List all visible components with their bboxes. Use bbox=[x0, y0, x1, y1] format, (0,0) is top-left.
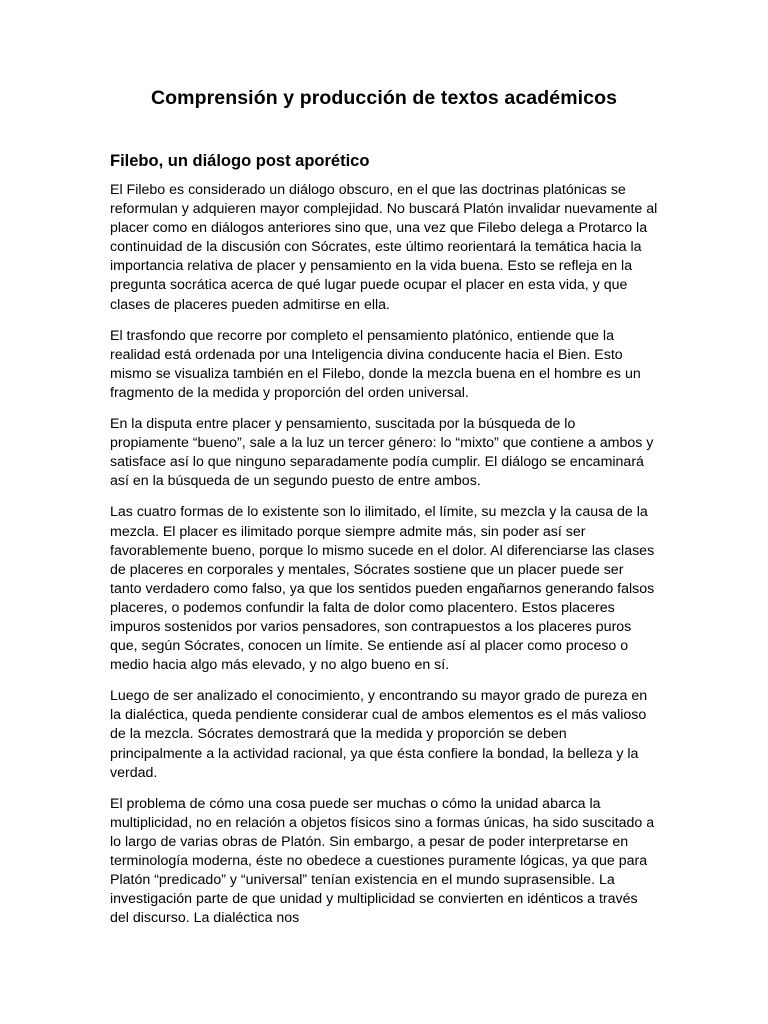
paragraph-5: Luego de ser analizado el conocimiento, y encontrando su mayor grado de pureza en la dialéctica, queda pendiente considerar cual de ambos elementos es el más valioso de la mezcla. Sócrates demostrará que la medida y proporción se deben principalmente a la actividad racional, ya que ésta confiere la bondad, la belleza y la verdad. bbox=[110, 688, 648, 781]
section-heading: Filebo, un diálogo post aporético bbox=[110, 152, 370, 170]
paragraph-4: Las cuatro formas de lo existente son lo ilimitado, el límite, su mezcla y la causa de la mezcla. El placer es ilimitado porque siempre admite más, sin poder así ser favorablemente bueno, porque lo mismo sucede en el dolor. Al diferenciarse las clases de placeres en corporales y mentales, Sócrates sostiene que un placer puede ser tanto verdadero como falso, ya que los sentidos pueden engañarnos generando falsos placeres, o podemos confundir la falta de dolor como placentero. Estos placeres impuros sostenidos por varios pensadores, son contrapuestos a los placeres puros que, según Sócrates, conocen un límite. Se entiende así al placer como proceso o medio hacia algo más elevado, y no algo bueno en sí. bbox=[110, 504, 655, 674]
paragraph-6: El problema de cómo una cosa puede ser muchas o cómo la unidad abarca la multiplicidad, no en relación a objetos físicos sino a formas únicas, ha sido suscitado a lo largo de varias obras de Platón. Sin embargo, a pesar de poder interpretarse en terminología moderna, éste no obedece a cuestiones puramente lógicas, ya que para Platón “predicado” y “universal” tenían existencia en el mundo suprasensible. La investigación parte de que unidad y multiplicidad se convierten en idénticos a través del discurso. La dialéctica nos bbox=[110, 795, 655, 927]
document-title: Comprensión y producción de textos académicos bbox=[150, 87, 618, 109]
paragraph-3: En la disputa entre placer y pensamiento, suscitada por la búsqueda de lo propiamente “bueno”, sale a la luz un tercer género: lo “mixto” que contiene a ambos y satisface así lo que ninguno separadamente podía cumplir. El diálogo se encaminará así en la búsqueda de un segundo puesto de entre ambos. bbox=[110, 416, 654, 490]
paragraph-1: El Filebo es considerado un diálogo obscuro, en el que las doctrinas platónicas se reformulan y adquieren mayor complejidad. No buscará Platón invalidar nuevamente al placer como en diálogos anteriores sino que, una vez que Filebo delega a Protarco la continuidad de la discusión con Sócrates, este último reorientará la temática hacia la importancia relativa de placer y pensamiento en la vida buena. Esto se refleja en la pregunta socrática acerca de qué lugar puede ocupar el placer en esta vida, y que clases de placeres pueden admitirse en ella. bbox=[110, 182, 658, 313]
paragraph-2: El trasfondo que recorre por completo el pensamiento platónico, entiende que la realidad está ordenada por una Inteligencia divina conducente hacia el Bien. Esto mismo se visualiza también en el Filebo, donde la mezcla buena en el hombre es un fragmento de la medida y proporción del orden universal. bbox=[110, 327, 641, 401]
